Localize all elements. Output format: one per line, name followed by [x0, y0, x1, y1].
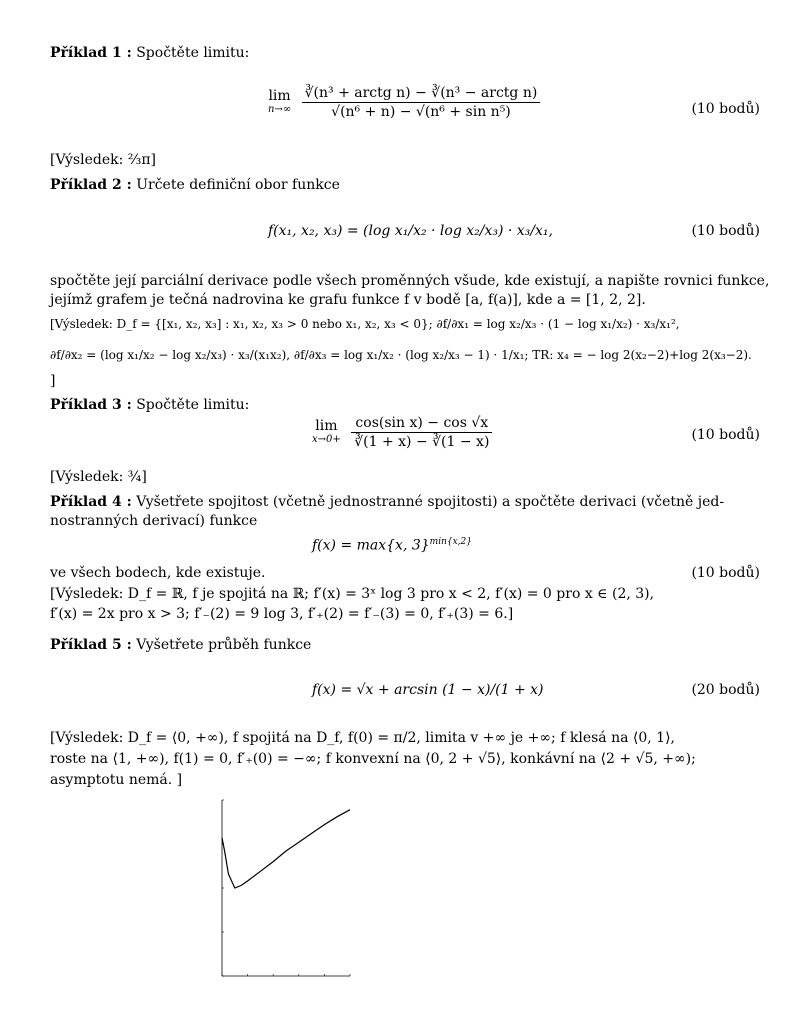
ex1-points: (10 bodů) — [691, 101, 760, 117]
ex1-result: [Výsledek: ⅔π] — [50, 152, 156, 168]
ex3-fraction — [351, 414, 492, 451]
ex3-task: Spočtěte limitu: — [136, 397, 250, 413]
ex1-heading — [50, 44, 249, 63]
ex2-points: (10 bodů) — [691, 223, 760, 239]
function-graph — [212, 796, 362, 986]
ex1-denominator: √(n⁶ + n) − √(n⁶ + sin n⁵) — [331, 104, 511, 120]
ex4-text: ve všech bodech, kde existuje. — [50, 565, 266, 581]
ex1-task: Spočtěte limitu: — [136, 45, 250, 61]
ex4-result-line2: f′(x) = 2x pro x > 3; f′₋(2) = 9 log 3, f′₊(2) = f′₋(3) = 0, f′₊(3) = 6.] — [50, 606, 514, 622]
ex1-numerator: ∛(n³ + arctg n) − ∛(n³ − arctg n) — [302, 84, 541, 103]
ex1-limit: lim n→∞ — [268, 87, 292, 115]
ex1-fraction — [302, 84, 541, 121]
ex2-text-line1: spočtěte její parciální derivace podle všech proměnných všude, kde existují, a napište rovnici funkce, — [50, 273, 770, 289]
ex5-formula: f(x) = √x + arcsin (1 − x)/(1 + x) — [312, 682, 544, 698]
ex5-result-line1: [Výsledek: D_f = ⟨0, +∞), f spojitá na D_f, f(0) = π/2, limita v +∞ je +∞; f klesá na ⟨0, 1⟩, — [50, 730, 675, 746]
graph-ticks — [222, 800, 350, 976]
ex2-result-line2: ∂f/∂x₂ = (log x₁/x₂ − log x₂/x₃) · x₃/(x₁x₂), ∂f/∂x₃ = log x₁/x₂ · (log x₂/x₃ − 1) · 1/x₁; TR: x₄ = − log 2(x₂−2)+log 2(x₃−2). — [50, 348, 752, 362]
ex4-label: Příklad 4 : — [50, 494, 132, 510]
ex5-heading — [50, 636, 311, 655]
ex2-result-close: ] — [50, 373, 56, 389]
ex5-result-line3: asymptotu nemá. ] — [50, 772, 183, 788]
ex4-points: (10 bodů) — [691, 565, 760, 581]
ex2-formula: f(x₁, x₂, x₃) = (log x₁/x₂ · log x₂/x₃) · x₃/x₁, — [268, 223, 553, 239]
ex5-label: Příklad 5 : — [50, 637, 132, 653]
ex1-formula — [268, 84, 542, 121]
ex4-result-line1: [Výsledek: D_f = ℝ, f je spojitá na ℝ; f′(x) = 3ˣ log 3 pro x < 2, f′(x) = 0 pro x ∈ (2, 3), — [50, 586, 655, 602]
ex3-numerator: cos(sin x) − cos √x — [351, 414, 492, 433]
ex5-task: Vyšetřete průběh funkce — [136, 637, 312, 653]
ex4-formula: f(x) = max{x, 3}$^{min\{x,2\}}$ — [312, 537, 472, 554]
ex4-heading — [50, 493, 724, 512]
ex2-heading — [50, 176, 340, 195]
graph-curve — [222, 810, 350, 888]
ex3-formula — [312, 414, 494, 451]
ex5-points: (20 bodů) — [691, 682, 760, 698]
ex3-result: [Výsledek: ¾] — [50, 469, 147, 485]
ex5-result-line2: roste na ⟨1, +∞), f(1) = 0, f′₊(0) = −∞; f konvexní na ⟨0, 2 + √5⟩, konkávní na ⟨2 + √5, +∞); — [50, 751, 696, 767]
ex2-label: Příklad 2 : — [50, 177, 132, 193]
ex4-task-line1: Vyšetřete spojitost (včetně jednostranné spojitosti) a spočtěte derivaci (včetně jed- — [136, 494, 725, 510]
ex4-task-line2: nostranných derivací) funkce — [50, 513, 258, 529]
ex3-label: Příklad 3 : — [50, 397, 132, 413]
graph-axes — [222, 800, 350, 976]
ex3-denominator: ∛(1 + x) − ∛(1 − x) — [354, 434, 490, 450]
ex3-points: (10 bodů) — [691, 427, 760, 443]
ex3-limit: lim x→0+ — [312, 417, 341, 445]
ex2-task: Určete definiční obor funkce — [136, 177, 340, 193]
ex3-heading — [50, 396, 249, 415]
ex2-text-line2: jejímž grafem je tečná nadrovina ke grafu funkce f v bodě [a, f(a)], kde a = [1, 2, 2]. — [50, 292, 646, 308]
ex1-label: Příklad 1 : — [50, 45, 132, 61]
ex2-result-line1: [Výsledek: D_f = {[x₁, x₂, x₃] : x₁, x₂, x₃ > 0 nebo x₁, x₂, x₃ < 0}; ∂f/∂x₁ = log x₂/x₃ · (1 − log x₁/x₂) · x₃/x₁², — [50, 317, 680, 331]
